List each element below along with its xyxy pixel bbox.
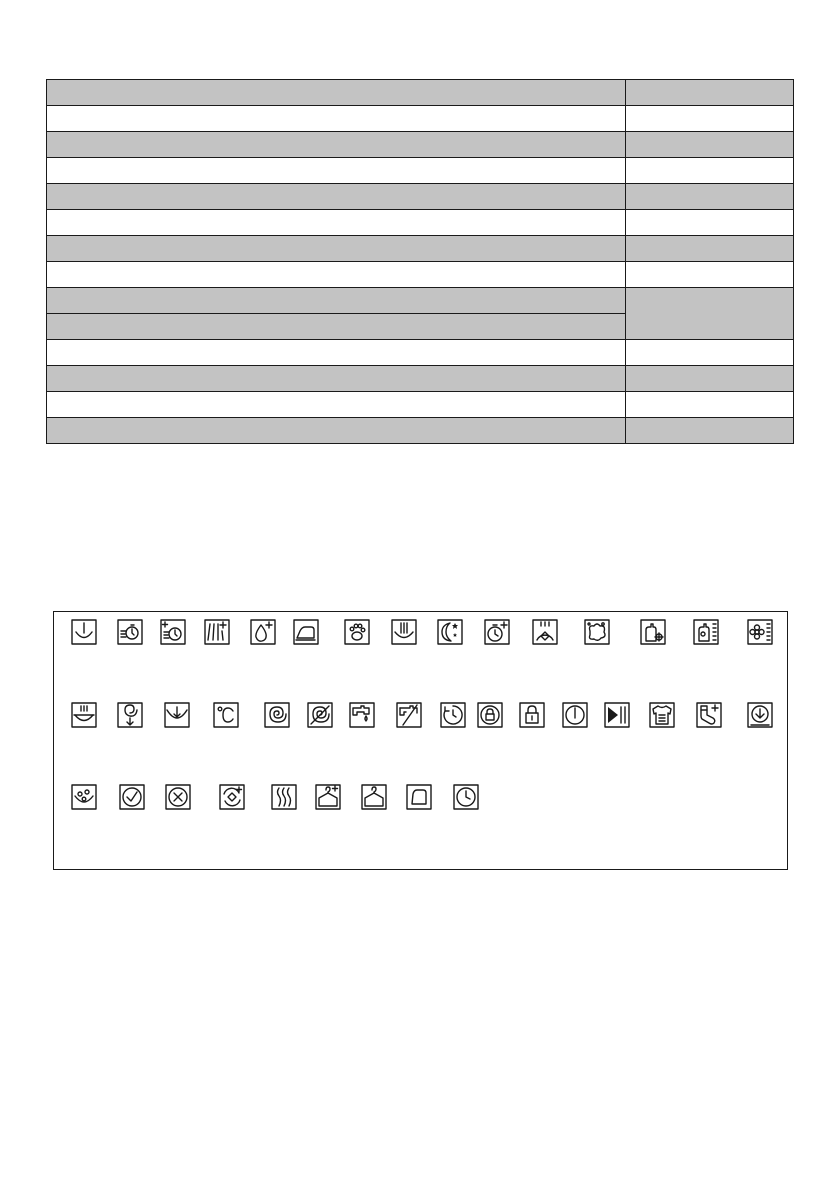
table-row: [47, 106, 794, 132]
steam-wash-icon: [71, 702, 97, 728]
table-cell-label: [47, 314, 626, 340]
table-row: [47, 236, 794, 262]
prewash-icon: [71, 619, 97, 645]
table-row: [47, 158, 794, 184]
check-icon: [119, 784, 145, 810]
table-cell-value: [626, 340, 794, 366]
cancel-icon: [165, 784, 191, 810]
drum-clean-icon: [219, 784, 245, 810]
table-cell-value: [626, 366, 794, 392]
tap-water-icon: [349, 702, 375, 728]
iron-dry-icon: [406, 784, 432, 810]
water-plus-icon: [250, 619, 276, 645]
time-plus-icon: [484, 619, 510, 645]
table-cell-label: [47, 392, 626, 418]
table-cell-value: [626, 262, 794, 288]
table-cell-value: [626, 418, 794, 444]
table-cell-label: [47, 340, 626, 366]
spin-icon: [264, 702, 290, 728]
table-row: [47, 80, 794, 106]
icon-legend-panel: [53, 611, 788, 870]
no-spin-icon: [307, 702, 333, 728]
download-icon: [747, 702, 773, 728]
table-row: [47, 418, 794, 444]
table-cell-value: [626, 288, 794, 340]
pet-hair-icon: [344, 619, 370, 645]
table-cell-label: [47, 236, 626, 262]
quick-wash-plus-icon: [160, 619, 186, 645]
wash-bubbles-icon: [71, 784, 97, 810]
table-row: [47, 262, 794, 288]
heat-icon: [271, 784, 297, 810]
table-cell-value: [626, 236, 794, 262]
table-cell-label: [47, 132, 626, 158]
table-cell-label: [47, 80, 626, 106]
shirt-icon: [649, 702, 675, 728]
table-row: [47, 288, 794, 314]
detergent-cold-icon: [640, 619, 666, 645]
hang-dry-plus-icon: [315, 784, 341, 810]
table-cell-label: [47, 366, 626, 392]
table-row: [47, 366, 794, 392]
night-mode-icon: [437, 619, 463, 645]
table-cell-label: [47, 418, 626, 444]
start-pause-icon: [604, 702, 630, 728]
socks-plus-icon: [696, 702, 722, 728]
table-cell-value: [626, 392, 794, 418]
table-cell-label: [47, 262, 626, 288]
child-lock-icon: [519, 702, 545, 728]
table-cell-label: [47, 106, 626, 132]
steam-icon: [532, 619, 558, 645]
table-cell-value: [626, 106, 794, 132]
table-cell-label: [47, 158, 626, 184]
table-cell-value: [626, 158, 794, 184]
easy-iron-icon: [293, 619, 319, 645]
detergent-level-icon: [693, 619, 719, 645]
table-cell-value: [626, 210, 794, 236]
table-cell-value: [626, 184, 794, 210]
rinse-hold-icon: [391, 619, 417, 645]
hang-dry-icon: [361, 784, 387, 810]
table-cell-label: [47, 288, 626, 314]
table-cell-value: [626, 132, 794, 158]
table-row: [47, 132, 794, 158]
power-icon: [562, 702, 588, 728]
no-water-icon: [396, 702, 422, 728]
table-row: [47, 184, 794, 210]
drain-icon: [164, 702, 190, 728]
stain-icon: [584, 619, 610, 645]
table-cell-label: [47, 210, 626, 236]
softener-level-icon: [747, 619, 773, 645]
temperature-icon: [213, 702, 239, 728]
spin-drain-icon: [117, 702, 143, 728]
door-lock-icon: [477, 702, 503, 728]
quick-wash-icon: [117, 619, 143, 645]
spec-table: [46, 79, 794, 444]
extra-rinse-icon: [204, 619, 230, 645]
delay-timer-icon: [440, 702, 466, 728]
clock-icon: [453, 784, 479, 810]
table-row: [47, 392, 794, 418]
table-row: [47, 340, 794, 366]
table-cell-value: [626, 80, 794, 106]
table-row: [47, 210, 794, 236]
table-cell-label: [47, 184, 626, 210]
